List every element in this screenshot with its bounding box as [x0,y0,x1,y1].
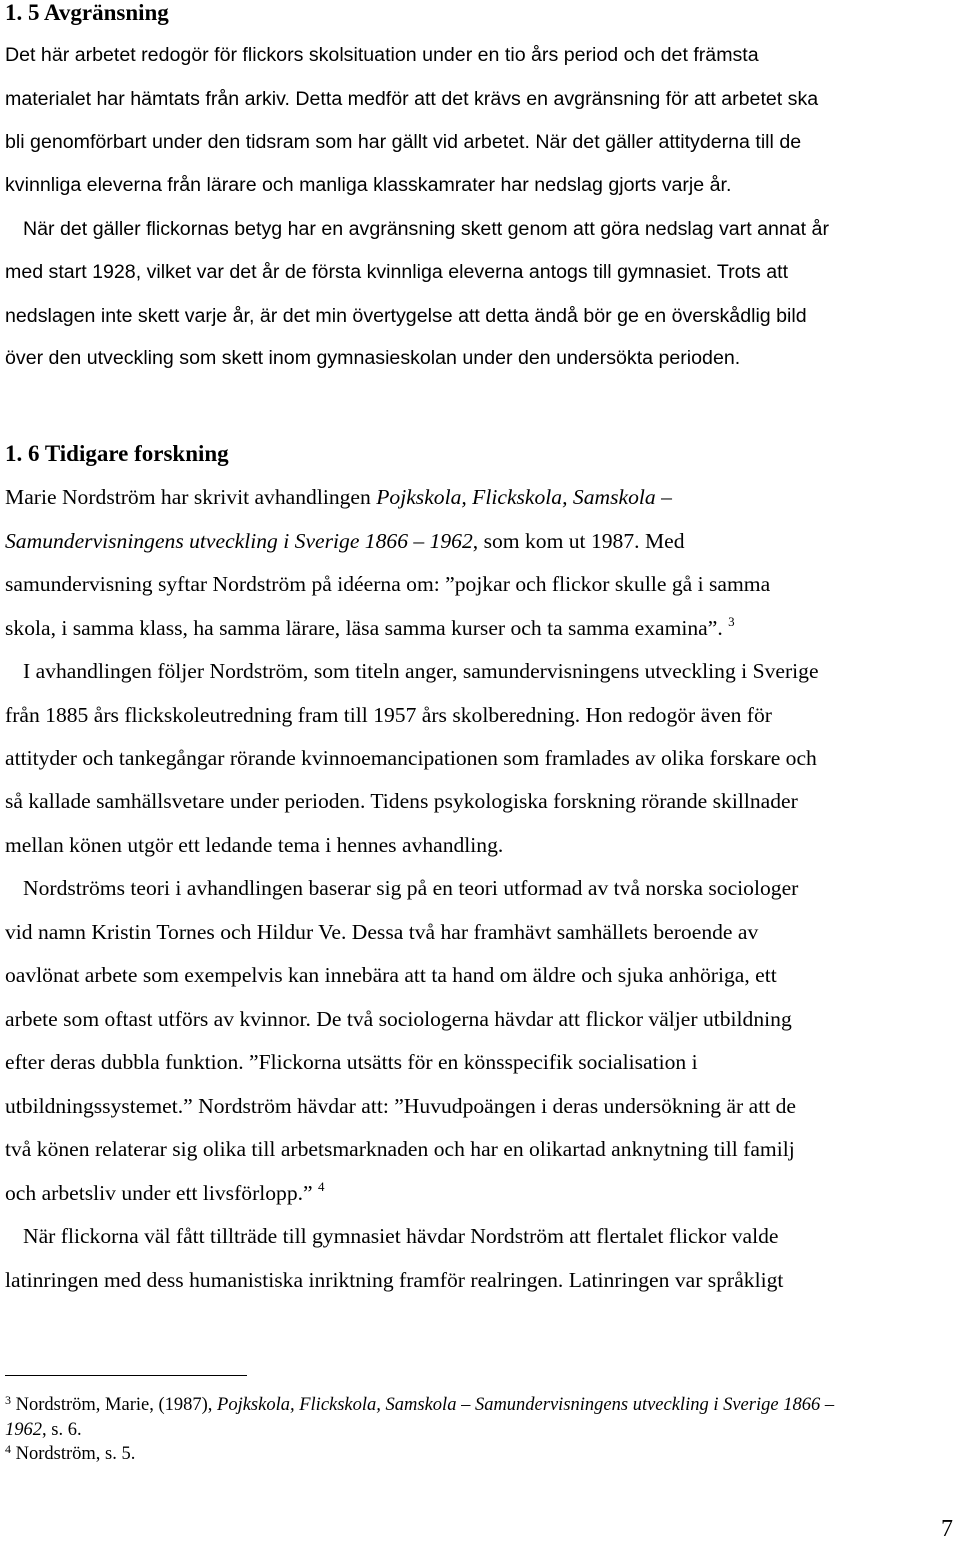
paragraph-line [5,1180,325,1206]
paragraph-line: från 1885 års flickskoleutredning fram till 1957 års skolberedning. Hon redogör även för [5,703,772,727]
footnote-separator [5,1375,247,1376]
paragraph-line: Nordströms teori i avhandlingen baserar sig på en teori utformad av två norska sociologer [23,876,799,900]
page-number: 7 [941,1516,953,1542]
book-title: Samundervisningens utveckling i Sverige 1866 – 1962 [5,529,473,553]
book-title: 1962 [5,1420,42,1440]
footnote-4 [5,1443,135,1465]
paragraph-line: latinringen med dess humanistiska inriktning framför realringen. Latinringen var språkligt [5,1268,784,1292]
paragraph-line [5,528,685,554]
text-run: , som kom ut 1987. Med [472,529,685,553]
paragraph-line: två könen relaterar sig olika till arbetsmarknaden och har en olikartad anknytning till familj [5,1137,795,1161]
paragraph-line: materialet har hämtats från arkiv. Detta medför att det krävs en avgränsning för att arbetet ska [5,88,819,110]
paragraph-line: så kallade samhällsvetare under perioden. Tidens psykologiska forskning rörande skillnader [5,789,798,813]
paragraph-line: med start 1928, vilket var det år de första kvinnliga eleverna antogs till gymnasiet. Trots att [5,261,789,283]
footnote-ref: 4 [318,1179,325,1194]
paragraph-line: samundervisning syftar Nordström på idéerna om: ”pojkar och flickor skulle gå i samma [5,572,771,596]
paragraph-line: vid namn Kristin Tornes och Hildur Ve. Dessa två har framhävt samhällets beroende av [5,920,759,944]
book-title: Pojkskola, Flickskola, Samskola – Samundervisningens utveckling i Sverige 1866 – [217,1395,835,1415]
book-title: Pojkskola, Flickskola, Samskola – [376,485,672,509]
paragraph-line: arbete som oftast utförs av kvinnor. De två sociologerna hävdar att flickor väljer utbildning [5,1007,792,1031]
paragraph-line: efter deras dubbla funktion. ”Flickorna utsätts för en könsspecifik socialisation i [5,1050,698,1074]
footnote-ref: 3 [728,614,735,629]
paragraph-line: oavlönat arbete som exempelvis kan innebära att ta hand om äldre och sjuka anhöriga, ett [5,963,777,987]
footnote-3-continued [5,1419,82,1441]
footnote-number: 3 [5,1393,11,1407]
footnote-3 [5,1394,834,1416]
section-heading-avgransning: 1. 5 Avgränsning [5,0,169,25]
paragraph-line: Det här arbetet redogör för flickors skolsituation under en tio års period och det främsta [5,44,759,66]
paragraph-line [5,615,735,641]
paragraph-line: När det gäller flickornas betyg har en avgränsning skett genom att göra nedslag vart annat år [23,218,829,240]
section-heading-tidigare-forskning: 1. 6 Tidigare forskning [5,441,229,466]
paragraph-line: bli genomförbart under den tidsram som har gällt vid arbetet. När det gäller attityderna till de [5,131,802,153]
footnote-number: 4 [5,1442,11,1456]
text-run: , s. 6. [42,1420,82,1440]
paragraph-line [5,484,672,510]
paragraph-line: över den utveckling som skett inom gymnasieskolan under den undersökta perioden. [5,347,741,369]
text-run: Nordström, s. 5. [11,1444,136,1464]
paragraph-line: I avhandlingen följer Nordström, som titeln anger, samundervisningens utveckling i Sverige [23,659,819,683]
paragraph-line: nedslagen inte skett varje år, är det min övertygelse att detta ändå bör ge en överskådlig bild [5,305,807,327]
text-run: Marie Nordström har skrivit avhandlingen [5,485,377,509]
paragraph-line: utbildningssystemet.” Nordström hävdar att: ”Huvudpoängen i deras undersökning är att de [5,1094,796,1118]
paragraph-line: När flickorna väl fått tillträde till gymnasiet hävdar Nordström att flertalet flickor valde [23,1224,779,1248]
text-run: skola, i samma klass, ha samma lärare, läsa samma kurser och ta samma examina”. [5,616,723,640]
text-run: och arbetsliv under ett livsförlopp.” [5,1181,313,1205]
paragraph-line: attityder och tankegångar rörande kvinnoemancipationen som framlades av olika forskare och [5,746,817,770]
paragraph-line: kvinnliga eleverna från lärare och manliga klasskamrater har nedslag gjorts varje år. [5,174,732,196]
text-run: Nordström, Marie, (1987), [11,1395,218,1415]
paragraph-line: mellan könen utgör ett ledande tema i hennes avhandling. [5,833,504,857]
